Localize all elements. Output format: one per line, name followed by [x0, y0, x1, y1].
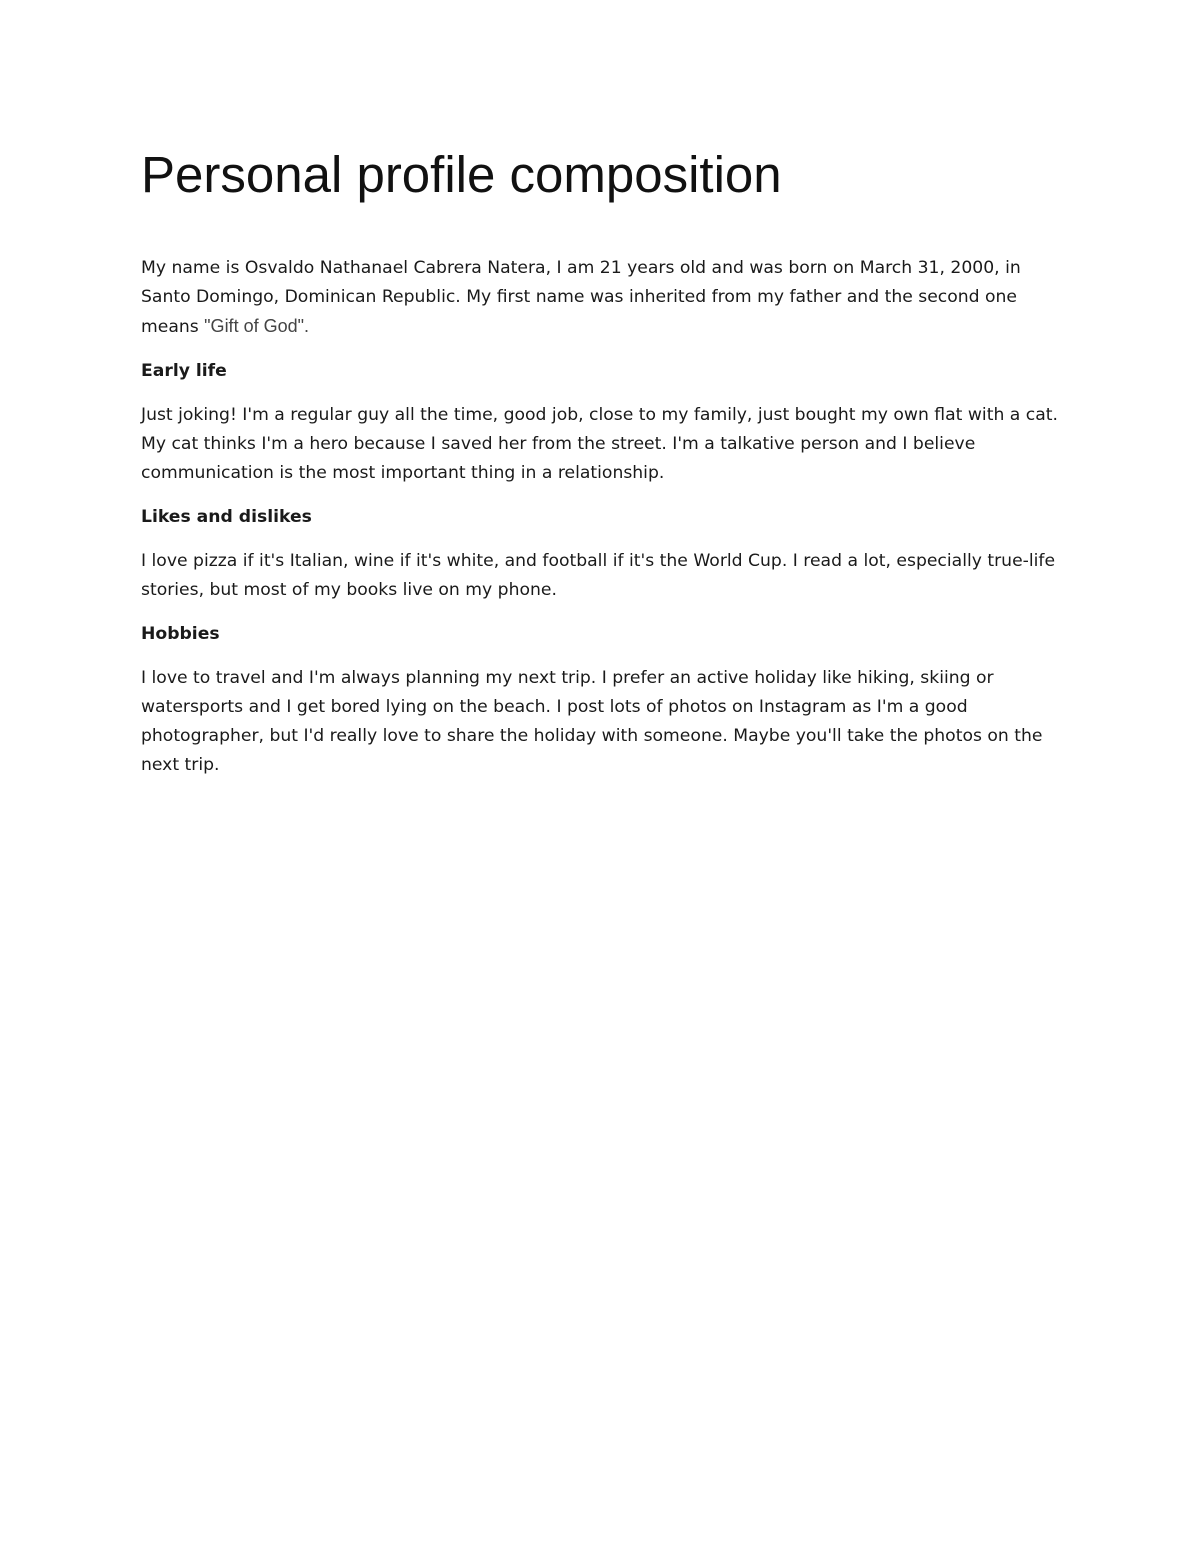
document-title: Personal profile composition — [141, 146, 782, 203]
document-content — [141, 140, 1061, 795]
section-body-likes-dislikes: I love pizza if it's Italian, wine if it's white, and football if it's the World Cup. I read a lot, especially true-life stories, but most of my books live on my phone. — [141, 551, 1056, 600]
intro-paragraph — [141, 254, 1061, 342]
section-heading-early-life: Early life — [141, 361, 227, 381]
section-heading-hobbies: Hobbies — [141, 624, 220, 644]
section-body-early-life: Just joking! I'm a regular guy all the time, good job, close to my family, just bought my own flat with a cat. My cat thinks I'm a hero because I saved her from the street. I'm a talkative person and I believe communication is the most important thing in a relationship. — [141, 405, 1058, 483]
intro-quote: "Gift of God". — [204, 316, 309, 336]
section-heading-likes-dislikes: Likes and dislikes — [141, 507, 312, 527]
intro-text: My name is Osvaldo Nathanael Cabrera Natera, I am 21 years old and was born on March 31, 2000, in Santo Domingo, Dominican Republic. My first name was inherited from my father and the second one means — [141, 258, 1021, 337]
section-body-hobbies: I love to travel and I'm always planning my next trip. I prefer an active holiday like hiking, skiing or watersports and I get bored lying on the beach. I post lots of photos on Instagram as I'm a good photographer, but I'd really love to share the holiday with someone. Maybe you'll take the photos on the next trip. — [141, 668, 1043, 775]
